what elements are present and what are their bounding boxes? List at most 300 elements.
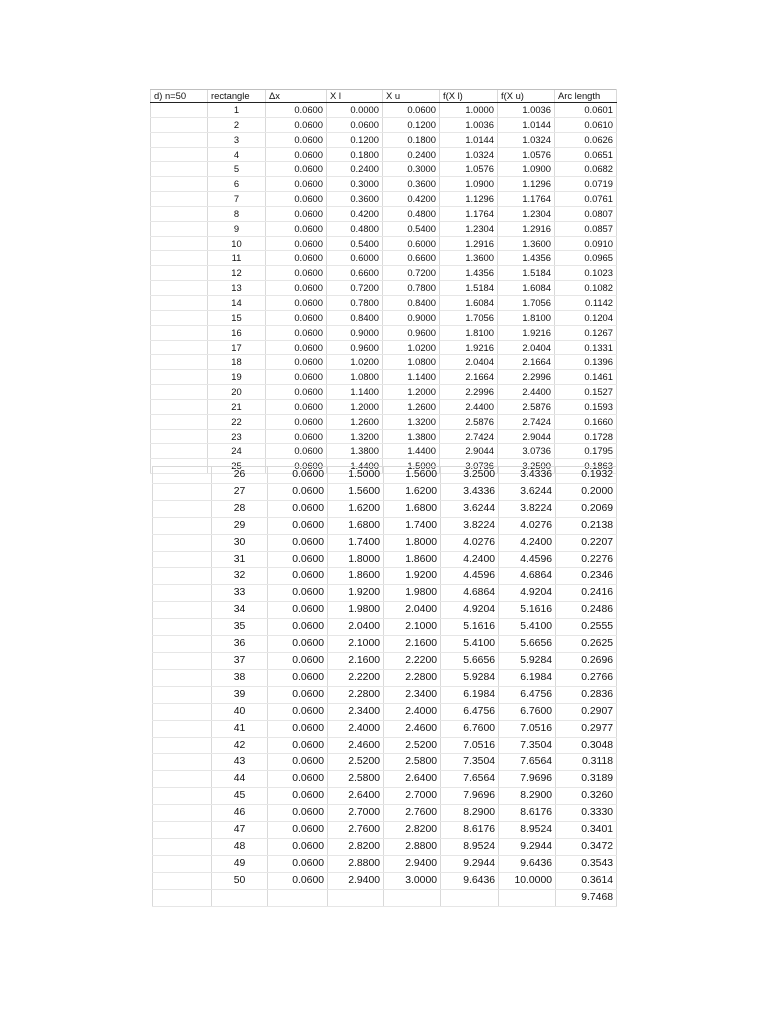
value-cell: 2.5200 — [384, 737, 441, 754]
table-row — [153, 636, 617, 653]
blank-cell — [151, 429, 208, 444]
value-cell: 2.1000 — [384, 619, 441, 636]
rectangle-number-cell: 8 — [208, 206, 266, 221]
value-cell: 2.4000 — [384, 703, 441, 720]
value-cell: 0.0600 — [266, 162, 327, 177]
value-cell: 5.1616 — [499, 602, 556, 619]
value-cell: 2.7600 — [328, 822, 384, 839]
value-cell: 1.0036 — [498, 103, 555, 118]
value-cell: 1.0036 — [440, 117, 498, 132]
column-header: rectangle — [208, 90, 266, 103]
table-row — [151, 370, 617, 385]
value-cell: 0.0965 — [555, 251, 617, 266]
table-row — [151, 162, 617, 177]
value-cell: 0.0600 — [383, 103, 440, 118]
value-cell: 4.6864 — [441, 585, 499, 602]
rectangle-number-cell: 16 — [208, 325, 266, 340]
value-cell: 0.4200 — [383, 192, 440, 207]
value-cell: 2.0404 — [498, 340, 555, 355]
value-cell: 3.2500 — [441, 467, 499, 484]
value-cell: 0.1932 — [556, 467, 617, 484]
value-cell: 0.0600 — [266, 414, 327, 429]
value-cell: 0.0600 — [266, 266, 327, 281]
table-row — [151, 251, 617, 266]
value-cell: 5.4100 — [441, 636, 499, 653]
value-cell: 0.2400 — [327, 162, 383, 177]
value-cell: 0.2207 — [556, 534, 617, 551]
value-cell: 0.3401 — [556, 822, 617, 839]
table-row — [153, 788, 617, 805]
rectangle-number-cell: 23 — [208, 429, 266, 444]
value-cell: 2.6400 — [328, 788, 384, 805]
blank-cell — [151, 399, 208, 414]
value-cell: 3.6244 — [441, 500, 499, 517]
blank-cell — [153, 636, 212, 653]
value-cell: 3.6244 — [499, 483, 556, 500]
value-cell: 5.6656 — [441, 652, 499, 669]
value-cell: 0.0600 — [268, 585, 328, 602]
value-cell: 1.7400 — [328, 534, 384, 551]
blank-cell — [151, 295, 208, 310]
value-cell: 0.0600 — [268, 619, 328, 636]
table-row — [151, 340, 617, 355]
value-cell: 1.1400 — [327, 385, 383, 400]
table-row — [151, 266, 617, 281]
value-cell: 1.7056 — [498, 295, 555, 310]
blank-cell — [153, 686, 212, 703]
value-cell: 0.0600 — [266, 177, 327, 192]
rectangle-number-cell: 9 — [208, 221, 266, 236]
value-cell: 0.1082 — [555, 281, 617, 296]
value-cell: 0.8400 — [327, 310, 383, 325]
rectangle-number-cell: 30 — [212, 534, 268, 551]
value-cell: 2.2200 — [384, 652, 441, 669]
value-cell: 6.4756 — [441, 703, 499, 720]
value-cell: 2.8200 — [328, 838, 384, 855]
value-cell: 2.1000 — [328, 636, 384, 653]
value-cell: 1.9200 — [328, 585, 384, 602]
value-cell: 2.5876 — [498, 399, 555, 414]
value-cell: 3.4336 — [499, 467, 556, 484]
value-cell: 2.7000 — [328, 805, 384, 822]
rectangle-number-cell: 5 — [208, 162, 266, 177]
value-cell: 0.0600 — [268, 754, 328, 771]
column-header: f(X u) — [498, 90, 555, 103]
value-cell: 1.3200 — [327, 429, 383, 444]
column-header: X l — [327, 90, 383, 103]
value-cell: 0.6600 — [327, 266, 383, 281]
rectangle-number-cell: 20 — [208, 385, 266, 400]
value-cell: 0.1461 — [555, 370, 617, 385]
value-cell: 0.2977 — [556, 720, 617, 737]
table-row — [151, 236, 617, 251]
value-cell: 1.6800 — [384, 500, 441, 517]
value-cell: 0.3118 — [556, 754, 617, 771]
value-cell: 0.0600 — [266, 147, 327, 162]
value-cell: 0.0600 — [266, 132, 327, 147]
value-cell: 2.0400 — [328, 619, 384, 636]
value-cell: 0.3543 — [556, 855, 617, 872]
value-cell: 2.4600 — [384, 720, 441, 737]
blank-cell — [151, 266, 208, 281]
value-cell: 1.8600 — [328, 568, 384, 585]
table-row — [151, 310, 617, 325]
value-cell: 3.0736 — [498, 444, 555, 459]
value-cell: 1.6084 — [440, 295, 498, 310]
value-cell: 0.8400 — [383, 295, 440, 310]
value-cell: 0.0600 — [266, 340, 327, 355]
rectangle-number-cell: 38 — [212, 669, 268, 686]
value-cell: 0.0651 — [555, 147, 617, 162]
value-cell: 0.9600 — [327, 340, 383, 355]
value-cell: 0.2069 — [556, 500, 617, 517]
value-cell: 1.0576 — [498, 147, 555, 162]
value-cell: 1.6084 — [498, 281, 555, 296]
value-cell: 0.0600 — [266, 429, 327, 444]
blank-cell — [153, 720, 212, 737]
value-cell: 1.9800 — [328, 602, 384, 619]
blank-cell — [153, 703, 212, 720]
table-row — [153, 483, 617, 500]
table-row — [151, 147, 617, 162]
value-cell: 1.6800 — [328, 517, 384, 534]
value-cell: 1.1296 — [440, 192, 498, 207]
blank-cell — [153, 500, 212, 517]
value-cell: 0.0610 — [555, 117, 617, 132]
value-cell: 1.0800 — [327, 370, 383, 385]
value-cell: 0.0600 — [268, 483, 328, 500]
value-cell: 0.3472 — [556, 838, 617, 855]
value-cell: 1.7056 — [440, 310, 498, 325]
value-cell: 5.9284 — [499, 652, 556, 669]
table-row — [153, 500, 617, 517]
rectangle-number-cell: 47 — [212, 822, 268, 839]
column-header: Arc length — [555, 90, 617, 103]
value-cell: 0.5400 — [327, 236, 383, 251]
value-cell: 0.0600 — [268, 872, 328, 889]
value-cell: 0.0600 — [268, 703, 328, 720]
table-row — [153, 551, 617, 568]
value-cell: 2.8800 — [384, 838, 441, 855]
value-cell: 8.2900 — [499, 788, 556, 805]
value-cell: 0.0682 — [555, 162, 617, 177]
rectangle-number-cell: 35 — [212, 619, 268, 636]
blank-cell — [153, 652, 212, 669]
rectangle-number-cell: 27 — [212, 483, 268, 500]
blank-cell — [153, 517, 212, 534]
rectangle-number-cell: 43 — [212, 754, 268, 771]
value-cell: 0.5400 — [383, 221, 440, 236]
value-cell: 1.5600 — [384, 467, 441, 484]
rectangle-number-cell: 13 — [208, 281, 266, 296]
blank-cell — [151, 192, 208, 207]
value-cell: 0.0600 — [268, 534, 328, 551]
rectangle-number-cell: 46 — [212, 805, 268, 822]
blank-cell — [328, 889, 384, 906]
value-cell: 0.7200 — [383, 266, 440, 281]
value-cell: 4.0276 — [441, 534, 499, 551]
column-header: f(X l) — [440, 90, 498, 103]
value-cell: 0.0600 — [266, 117, 327, 132]
table-row — [153, 838, 617, 855]
value-cell: 0.6000 — [327, 251, 383, 266]
value-cell: 0.1728 — [555, 429, 617, 444]
value-cell: 8.9524 — [441, 838, 499, 855]
rectangle-number-cell: 4 — [208, 147, 266, 162]
value-cell: 2.0400 — [384, 602, 441, 619]
value-cell: 0.0600 — [268, 652, 328, 669]
value-cell: 2.9044 — [440, 444, 498, 459]
rectangle-number-cell: 41 — [212, 720, 268, 737]
column-header: Δx — [266, 90, 327, 103]
value-cell: 1.0900 — [440, 177, 498, 192]
value-cell: 1.1764 — [440, 206, 498, 221]
value-cell: 0.6000 — [383, 236, 440, 251]
rectangle-number-cell: 49 — [212, 855, 268, 872]
value-cell: 2.5200 — [328, 754, 384, 771]
value-cell: 0.0600 — [268, 686, 328, 703]
value-cell: 1.6200 — [384, 483, 441, 500]
value-cell: 0.0600 — [268, 602, 328, 619]
rectangle-number-cell: 32 — [212, 568, 268, 585]
value-cell: 0.3260 — [556, 788, 617, 805]
rectangle-number-cell: 21 — [208, 399, 266, 414]
table-row — [151, 399, 617, 414]
value-cell: 0.0600 — [266, 281, 327, 296]
value-cell: 1.4356 — [498, 251, 555, 266]
rectangle-number-cell: 3 — [208, 132, 266, 147]
value-cell: 0.2555 — [556, 619, 617, 636]
value-cell: 0.0600 — [268, 737, 328, 754]
value-cell: 0.1527 — [555, 385, 617, 400]
table-row — [151, 206, 617, 221]
value-cell: 1.7400 — [384, 517, 441, 534]
value-cell: 2.7600 — [384, 805, 441, 822]
table-row — [151, 414, 617, 429]
value-cell: 0.1023 — [555, 266, 617, 281]
value-cell: 5.1616 — [441, 619, 499, 636]
value-cell: 0.2625 — [556, 636, 617, 653]
value-cell: 1.8000 — [384, 534, 441, 551]
table-row — [151, 444, 617, 459]
value-cell: 0.0626 — [555, 132, 617, 147]
value-cell: 0.6600 — [383, 251, 440, 266]
value-cell: 9.2944 — [441, 855, 499, 872]
value-cell: 6.1984 — [441, 686, 499, 703]
value-cell: 0.1593 — [555, 399, 617, 414]
value-cell: 2.9044 — [498, 429, 555, 444]
value-cell: 2.4400 — [440, 399, 498, 414]
value-cell: 4.6864 — [499, 568, 556, 585]
blank-cell — [151, 355, 208, 370]
value-cell: 1.0324 — [498, 132, 555, 147]
table-row — [151, 385, 617, 400]
value-cell: 2.4600 — [328, 737, 384, 754]
value-cell: 4.4596 — [441, 568, 499, 585]
blank-cell — [151, 162, 208, 177]
value-cell: 0.0910 — [555, 236, 617, 251]
value-cell: 1.9200 — [384, 568, 441, 585]
value-cell: 0.0600 — [268, 822, 328, 839]
blank-cell — [151, 385, 208, 400]
blank-cell — [153, 534, 212, 551]
value-cell: 1.0576 — [440, 162, 498, 177]
value-cell: 2.7424 — [440, 429, 498, 444]
rectangle-number-cell: 28 — [212, 500, 268, 517]
rectangle-number-cell: 29 — [212, 517, 268, 534]
value-cell: 1.0144 — [440, 132, 498, 147]
blank-cell — [384, 889, 441, 906]
table-row — [151, 221, 617, 236]
rectangle-number-cell: 42 — [212, 737, 268, 754]
column-header: X u — [383, 90, 440, 103]
rectangle-number-cell: 14 — [208, 295, 266, 310]
value-cell: 1.3200 — [383, 414, 440, 429]
rectangle-number-cell: 6 — [208, 177, 266, 192]
value-cell: 3.0000 — [384, 872, 441, 889]
value-cell: 0.7800 — [327, 295, 383, 310]
value-cell: 0.1800 — [327, 147, 383, 162]
value-cell: 0.0600 — [268, 467, 328, 484]
value-cell: 2.5800 — [384, 754, 441, 771]
value-cell: 2.9400 — [384, 855, 441, 872]
rectangle-number-cell: 36 — [212, 636, 268, 653]
value-cell: 0.1660 — [555, 414, 617, 429]
rectangle-number-cell: 34 — [212, 602, 268, 619]
value-cell: 1.8100 — [498, 310, 555, 325]
value-cell: 0.0600 — [268, 838, 328, 855]
rectangle-number-cell: 17 — [208, 340, 266, 355]
value-cell: 2.8800 — [328, 855, 384, 872]
value-cell: 1.3600 — [440, 251, 498, 266]
value-cell: 2.2996 — [440, 385, 498, 400]
value-cell: 0.1200 — [327, 132, 383, 147]
blank-cell — [151, 444, 208, 459]
value-cell: 1.0144 — [498, 117, 555, 132]
arc-length-table-bottom — [152, 466, 617, 907]
value-cell: 2.3400 — [384, 686, 441, 703]
value-cell: 2.2996 — [498, 370, 555, 385]
value-cell: 1.1400 — [383, 370, 440, 385]
value-cell: 0.4800 — [327, 221, 383, 236]
value-cell: 0.0600 — [266, 355, 327, 370]
value-cell: 2.1664 — [498, 355, 555, 370]
value-cell: 1.2304 — [498, 206, 555, 221]
blank-cell — [151, 370, 208, 385]
value-cell: 0.0600 — [268, 568, 328, 585]
value-cell: 4.4596 — [499, 551, 556, 568]
table-row — [153, 872, 617, 889]
value-cell: 0.0600 — [266, 370, 327, 385]
value-cell: 2.3400 — [328, 703, 384, 720]
rectangle-number-cell: 37 — [212, 652, 268, 669]
value-cell: 0.0600 — [266, 295, 327, 310]
value-cell: 2.5800 — [328, 771, 384, 788]
value-cell: 4.2400 — [441, 551, 499, 568]
blank-cell — [153, 771, 212, 788]
value-cell: 0.0600 — [268, 636, 328, 653]
rectangle-number-cell: 25 — [208, 459, 266, 474]
value-cell: 10.0000 — [499, 872, 556, 889]
value-cell: 1.5000 — [328, 467, 384, 484]
value-cell: 0.1863 — [555, 459, 617, 474]
value-cell: 0.1800 — [383, 132, 440, 147]
blank-cell — [153, 838, 212, 855]
rectangle-number-cell: 12 — [208, 266, 266, 281]
value-cell: 2.0404 — [440, 355, 498, 370]
value-cell: 0.0600 — [266, 310, 327, 325]
value-cell: 0.0600 — [266, 459, 327, 474]
value-cell: 2.7000 — [384, 788, 441, 805]
value-cell: 9.6436 — [499, 855, 556, 872]
value-cell: 8.6176 — [499, 805, 556, 822]
table-row — [153, 720, 617, 737]
value-cell: 0.0600 — [266, 385, 327, 400]
value-cell: 0.2400 — [383, 147, 440, 162]
value-cell: 0.0600 — [266, 444, 327, 459]
value-cell: 0.3189 — [556, 771, 617, 788]
value-cell: 1.3600 — [498, 236, 555, 251]
value-cell: 0.2907 — [556, 703, 617, 720]
value-cell: 1.1296 — [498, 177, 555, 192]
blank-cell — [441, 889, 499, 906]
rectangle-number-cell: 48 — [212, 838, 268, 855]
value-cell: 0.2346 — [556, 568, 617, 585]
value-cell: 7.6564 — [499, 754, 556, 771]
table-row — [153, 686, 617, 703]
table-row — [151, 192, 617, 207]
value-cell: 2.6400 — [384, 771, 441, 788]
value-cell: 2.2800 — [328, 686, 384, 703]
value-cell: 2.1600 — [328, 652, 384, 669]
table-row — [153, 652, 617, 669]
value-cell: 1.2600 — [327, 414, 383, 429]
arc-length-table-top — [150, 89, 617, 474]
value-cell: 1.2000 — [327, 399, 383, 414]
value-cell: 6.4756 — [499, 686, 556, 703]
value-cell: 7.9696 — [441, 788, 499, 805]
value-cell: 7.0516 — [441, 737, 499, 754]
value-cell: 2.1664 — [440, 370, 498, 385]
value-cell: 1.0800 — [383, 355, 440, 370]
blank-cell — [153, 754, 212, 771]
table-row — [153, 585, 617, 602]
value-cell: 3.2500 — [498, 459, 555, 474]
value-cell: 0.0719 — [555, 177, 617, 192]
value-cell: 0.7800 — [383, 281, 440, 296]
value-cell: 0.1267 — [555, 325, 617, 340]
value-cell: 0.3000 — [383, 162, 440, 177]
value-cell: 1.3800 — [327, 444, 383, 459]
blank-cell — [151, 325, 208, 340]
rectangle-number-cell: 2 — [208, 117, 266, 132]
value-cell: 1.4400 — [327, 459, 383, 474]
value-cell: 1.8600 — [384, 551, 441, 568]
blank-cell — [151, 132, 208, 147]
value-cell: 0.0761 — [555, 192, 617, 207]
value-cell: 0.3614 — [556, 872, 617, 889]
value-cell: 2.4400 — [498, 385, 555, 400]
value-cell: 0.2276 — [556, 551, 617, 568]
rectangle-number-cell: 33 — [212, 585, 268, 602]
value-cell: 0.0600 — [268, 805, 328, 822]
table-row — [153, 517, 617, 534]
rectangle-number-cell: 24 — [208, 444, 266, 459]
value-cell: 0.0600 — [268, 855, 328, 872]
blank-cell — [151, 103, 208, 118]
value-cell: 3.8224 — [499, 500, 556, 517]
value-cell: 1.9800 — [384, 585, 441, 602]
